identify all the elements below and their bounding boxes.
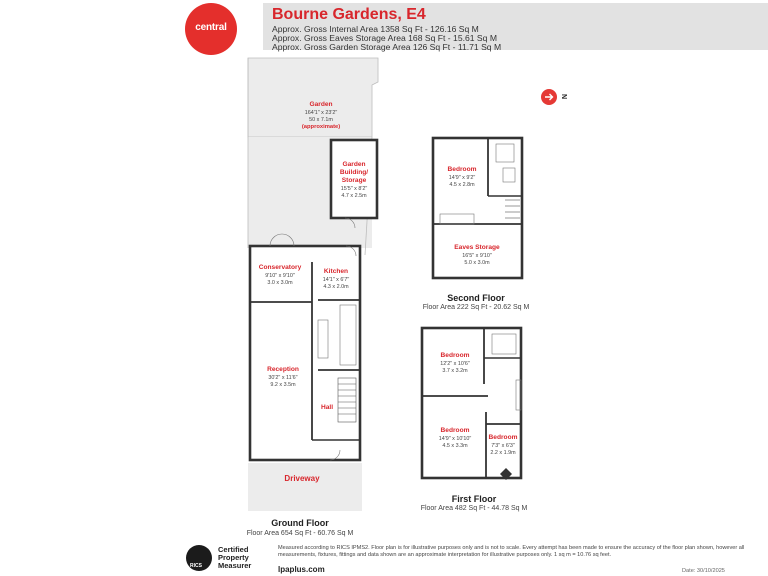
reception-dim-imperial: 30'2" x 11'6" — [268, 375, 298, 381]
first-bedroom-b-dim-metric: 4.5 x 3.3m — [442, 443, 468, 449]
garden-note: (approximate) — [301, 124, 341, 130]
area-eaves: Approx. Gross Eaves Storage Area 168 Sq Ft - 15.61 Sq M — [272, 33, 497, 43]
first-floor-title: First Floor — [451, 494, 497, 504]
plan-date: Date: 30/10/2025 — [682, 568, 725, 574]
garden-building-label-2: Building/ — [339, 169, 369, 176]
rics-badge-text: RICS — [190, 563, 202, 569]
conservatory-label: Conservatory — [258, 264, 302, 271]
garden-building-dim-imperial: 15'5" x 8'2" — [340, 186, 368, 192]
second-bedroom-dim-metric: 4.5 x 2.8m — [449, 182, 475, 188]
conservatory-dim-imperial: 9'10" x 9'10" — [265, 273, 295, 279]
second-bedroom-label: Bedroom — [447, 166, 477, 173]
first-bedroom-b-dim-imperial: 14'9" x 10'10" — [438, 436, 472, 442]
garden-building-dim-metric: 4.7 x 2.5m — [341, 193, 367, 199]
kitchen-label: Kitchen — [323, 268, 349, 275]
website-link[interactable]: lpaplus.com — [278, 565, 325, 574]
kitchen-dim-metric: 4.3 x 2.0m — [323, 284, 349, 290]
first-bedroom-a-dim-imperial: 12'2" x 10'6" — [440, 361, 470, 367]
rics-label: Certified Property Measurer — [218, 545, 252, 570]
eaves-dim-imperial: 16'5" x 9'10" — [462, 253, 492, 259]
north-label: N — [560, 93, 568, 100]
first-bedroom-b-label: Bedroom — [440, 427, 470, 434]
first-bedroom-c-dim-metric: 2.2 x 1.9m — [490, 450, 516, 456]
hall-label: Hall — [320, 404, 334, 411]
ground-floor-area: Floor Area 654 Sq Ft - 60.76 Sq M — [246, 530, 354, 537]
brand-logo-text: central — [195, 22, 227, 33]
kitchen-dim-imperial: 14'1" x 6'7" — [322, 277, 350, 283]
eaves-dim-metric: 5.0 x 3.0m — [464, 260, 490, 266]
disclaimer-text: Measured according to RICS IPMS2. Floor plan is for illustrative purposes only and is not to scale. Every attempt has been made to ensure the accuracy of the floor plan shown, however all measurements, fixtures, fittings and data shown are an approximate interpretation for illustrative purposes only. 1 sq m = 10.76 sq feet. — [278, 545, 745, 558]
reception-dim-metric: 9.2 x 3.5m — [270, 382, 296, 388]
garden-building-label-3: Storage — [341, 177, 367, 184]
garden-dim-metric: 50 x 7.1m — [309, 117, 333, 123]
eaves-label: Eaves Storage — [454, 244, 500, 251]
second-floor-title: Second Floor — [447, 293, 505, 303]
first-floor-area: Floor Area 482 Sq Ft - 44.78 Sq M — [420, 505, 528, 512]
first-bedroom-c-label: Bedroom — [488, 434, 518, 441]
page-title: Bourne Gardens, E4 — [272, 6, 426, 23]
garden-building-label-1: Garden — [342, 161, 366, 168]
garden-label: Garden — [309, 101, 333, 108]
first-bedroom-a-dim-metric: 3.7 x 3.2m — [442, 368, 468, 374]
first-bedroom-c-dim-imperial: 7'3" x 6'3" — [491, 443, 515, 449]
second-bedroom-dim-imperial: 14'9" x 9'2" — [448, 175, 476, 181]
garden-dim-imperial: 164'1" x 23'2" — [304, 110, 338, 116]
conservatory-dim-metric: 3.0 x 3.0m — [267, 280, 293, 286]
second-floor-area: Floor Area 222 Sq Ft - 20.62 Sq M — [422, 304, 530, 311]
area-garden-storage: Approx. Gross Garden Storage Area 126 Sq Ft - 11.71 Sq M — [272, 42, 502, 52]
ground-floor-title: Ground Floor — [271, 518, 329, 528]
area-internal: Approx. Gross Internal Area 1358 Sq Ft - 126.16 Sq M — [272, 24, 479, 34]
reception-label: Reception — [267, 366, 299, 373]
first-bedroom-a-label: Bedroom — [440, 352, 470, 359]
driveway-label: Driveway — [284, 474, 320, 483]
